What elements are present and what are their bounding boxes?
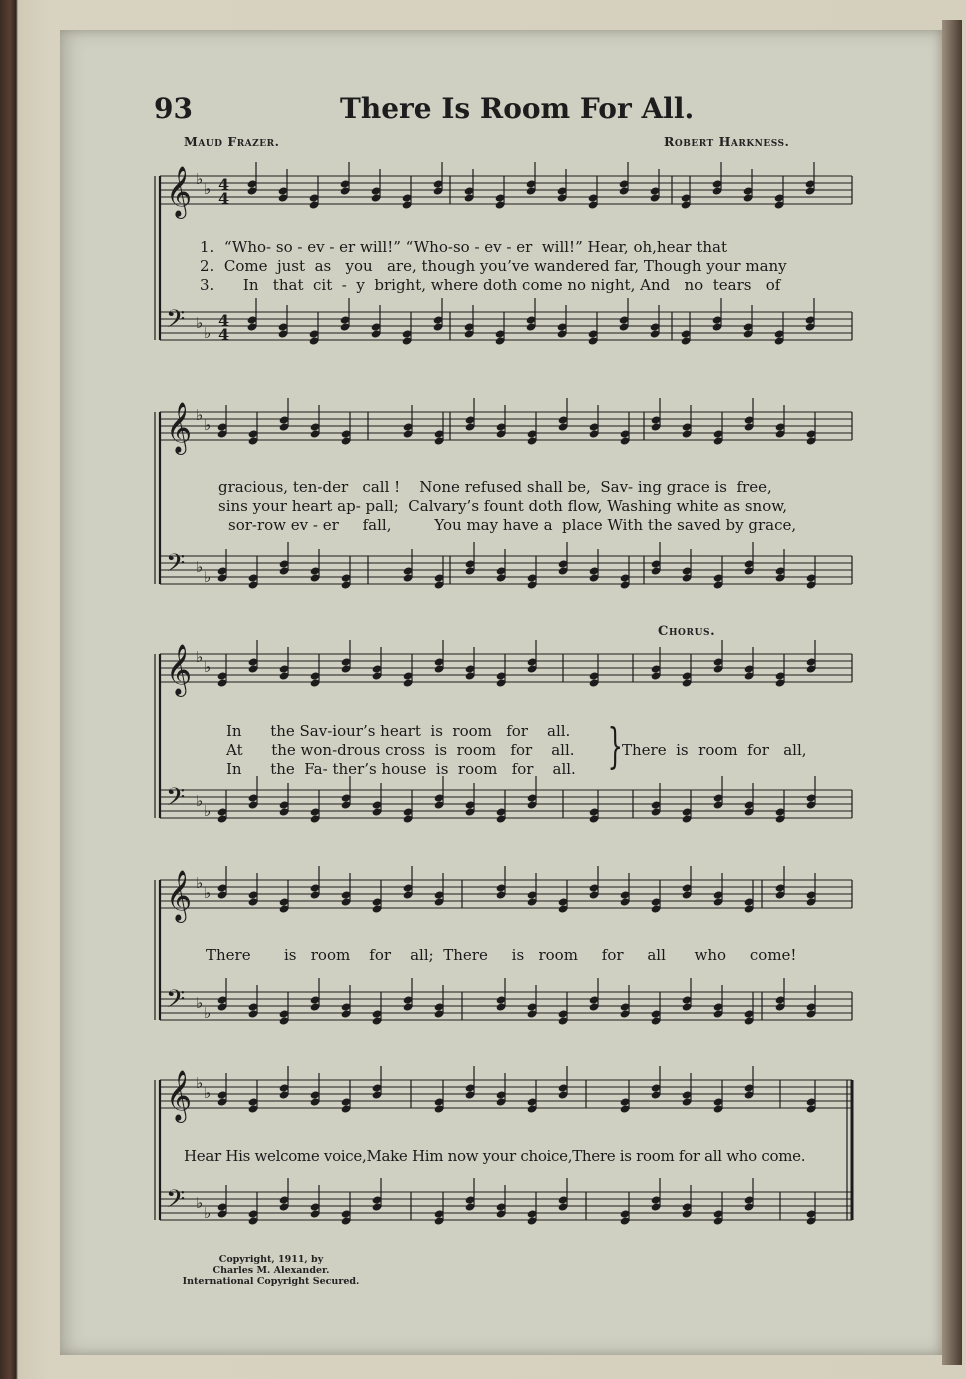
lyric-verse-2-line-1: 2. Come just as you are, though you’ve wandered far, Though your many xyxy=(200,257,787,275)
hymn-title: There Is Room For All. xyxy=(340,92,695,125)
bass-clef-icon: 𝄢 xyxy=(166,1185,186,1220)
time-signature-icon: 4 xyxy=(218,189,230,208)
copyright-notice xyxy=(176,1254,366,1287)
lyric-verse-3-line-3: In the Fa- ther’s house is room for all. xyxy=(226,760,576,778)
flat-icon: ♭ xyxy=(196,170,204,188)
flat-icon: ♭ xyxy=(196,314,204,332)
flat-icon: ♭ xyxy=(204,416,212,434)
flat-icon: ♭ xyxy=(196,874,204,892)
flat-icon: ♭ xyxy=(196,406,204,424)
time-signature-icon: 4 xyxy=(218,175,230,194)
flat-icon: ♭ xyxy=(204,1204,212,1222)
bass-clef-icon: 𝄢 xyxy=(166,305,186,340)
flat-icon: ♭ xyxy=(204,884,212,902)
treble-clef-icon: 𝄞 xyxy=(166,402,193,453)
flat-icon: ♭ xyxy=(196,1074,204,1092)
hymn-number: 93 xyxy=(154,92,193,125)
flat-icon: ♭ xyxy=(196,648,204,666)
lyric-verse-3-line-2: sor-row ev - er fall, You may have a place With the saved by grace, xyxy=(228,516,797,534)
lyric-verse-1-line-2: gracious, ten-der call ! None refused shall be, Sav- ing grace is free, xyxy=(218,478,772,496)
copyright-holder: Charles M. Alexander. xyxy=(212,1265,330,1276)
lyric-verse-3-line-1: 3. In that cit - y bright, where doth come no night, And no tears of xyxy=(200,276,781,294)
composer-credit: Robert Harkness. xyxy=(664,134,790,149)
flat-icon: ♭ xyxy=(204,568,212,586)
verse-brace: } xyxy=(607,718,623,774)
bass-clef-icon: 𝄢 xyxy=(166,783,186,818)
flat-icon: ♭ xyxy=(196,558,204,576)
copyright-secured: International Copyright Secured. xyxy=(182,1276,360,1287)
flat-icon: ♭ xyxy=(204,180,212,198)
treble-clef-icon: 𝄞 xyxy=(166,870,193,921)
copyright-line: Copyright, 1911, by xyxy=(218,1254,324,1265)
lyric-chorus-line-1: There is room for all, xyxy=(622,741,807,759)
flat-icon: ♭ xyxy=(204,658,212,676)
flat-icon: ♭ xyxy=(204,1084,212,1102)
treble-clef-icon: 𝄞 xyxy=(166,644,193,695)
treble-clef-icon: 𝄞 xyxy=(166,1070,193,1121)
flat-icon: ♭ xyxy=(196,994,204,1012)
flat-icon: ♭ xyxy=(204,1004,212,1022)
lyric-verse-2-line-3: At the won-drous cross is room for all. xyxy=(226,741,575,759)
lyric-verse-2-line-2: sins your heart ap- pall; Calvary’s fount doth flow, Washing white as snow, xyxy=(218,497,788,515)
time-signature-icon: 4 xyxy=(218,311,230,330)
treble-clef-icon: 𝄞 xyxy=(166,166,193,217)
lyricist-credit: Maud Frazer. xyxy=(184,134,280,149)
time-signature-icon: 4 xyxy=(218,325,230,344)
lyric-chorus-line-3: Hear His welcome voice,Make Him now your choice,There is room for all who come. xyxy=(184,1147,806,1165)
lyric-verse-1-line-1: 1. “Who- so - ev - er will!” “Who-so - ev - er will!” Hear, oh,hear that xyxy=(200,238,728,256)
lyric-verse-1-line-3: In the Sav-iour’s heart is room for all. xyxy=(226,722,571,740)
flat-icon: ♭ xyxy=(204,324,212,342)
bass-clef-icon: 𝄢 xyxy=(166,549,186,584)
bass-clef-icon: 𝄢 xyxy=(166,985,186,1020)
flat-icon: ♭ xyxy=(196,1194,204,1212)
flat-icon: ♭ xyxy=(196,792,204,810)
chorus-label: Chorus. xyxy=(658,624,716,639)
flat-icon: ♭ xyxy=(204,802,212,820)
lyric-chorus-line-2: There is room for all; There is room for all who come! xyxy=(206,946,797,964)
